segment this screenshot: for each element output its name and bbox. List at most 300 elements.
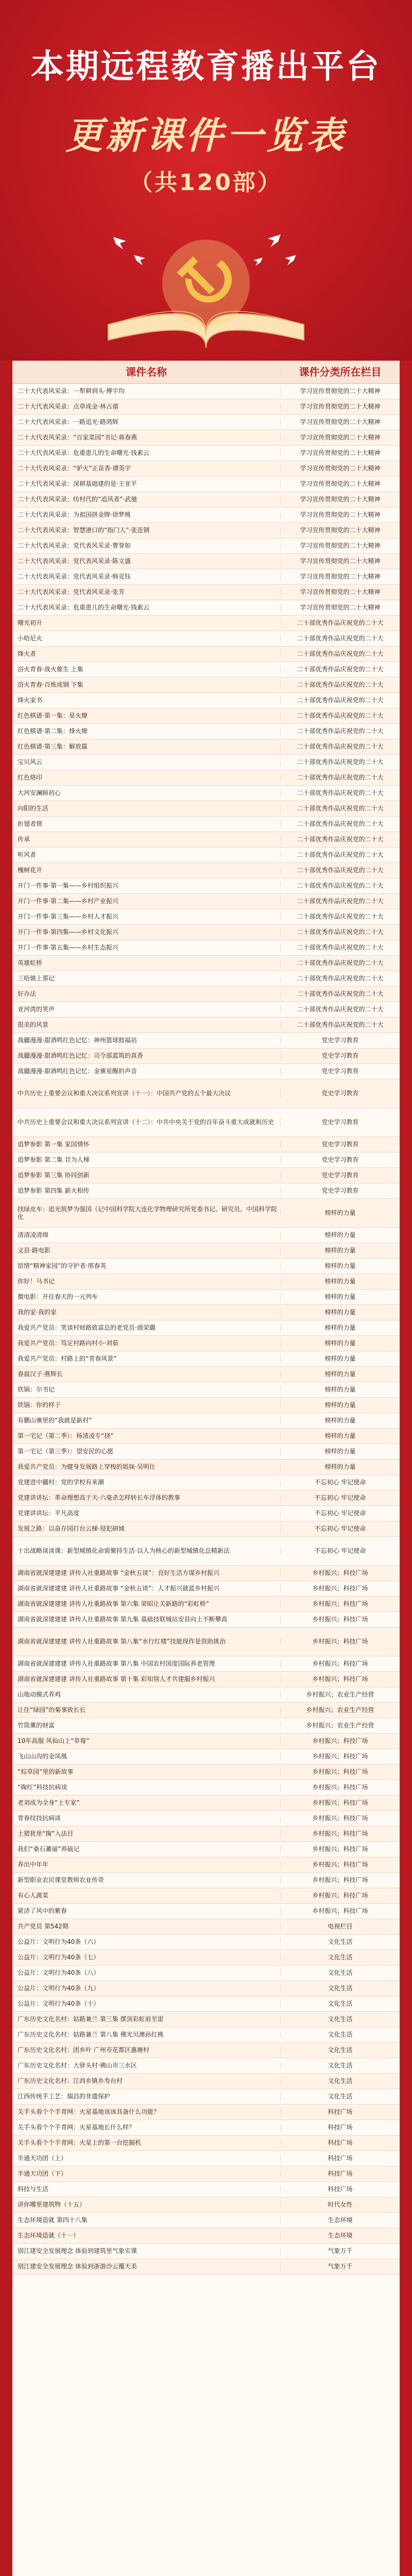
- table-row: [12, 786, 400, 801]
- table-row: [12, 1002, 400, 1018]
- course-category: 榜样的力量: [280, 1262, 400, 1270]
- table-row: [12, 1765, 400, 1780]
- table-row: [12, 507, 400, 523]
- course-category: 二十部优秀作品庆祝党的二十大: [280, 897, 400, 905]
- course-category: 乡村振兴；科技广场: [280, 1753, 400, 1760]
- course-category: 文化生活: [280, 2000, 400, 2008]
- course-category: 乡村振兴；科技广场: [280, 1830, 400, 1838]
- course-name: 中共历史上重要会议和重大决议系列宣讲（十二）：中共中央关于党的百年奋斗重大成就和历史: [18, 1118, 274, 1126]
- table-row: [12, 878, 400, 894]
- course-name: 战疆漫漫·甜酒鸣红色记忆：金寨星醒的声音: [18, 1067, 137, 1075]
- course-category: 科技广场: [280, 2108, 400, 2116]
- course-name: 湖南省就深建建建 讲传人社重路故事 第十集 彩知别人才共建服乡村振兴: [18, 1675, 215, 1683]
- table-row: [12, 2074, 400, 2089]
- course-name: 10年高服 风仙山上“草莓”: [18, 1737, 90, 1744]
- course-name: 微电影：开往春天的一元列车: [18, 1293, 98, 1300]
- table-row: [12, 1475, 400, 1490]
- course-category: 乡村振兴；科技广场: [280, 1892, 400, 1900]
- course-category: 二十部优秀作品庆祝党的二十大: [280, 712, 400, 720]
- course-category: 榜样的力量: [280, 1463, 400, 1471]
- course-name: 养出中年年: [18, 1861, 49, 1868]
- course-category: 党史学习教育: [280, 1141, 400, 1148]
- course-name: 红色棋谱·第二集：烽火燎: [18, 727, 88, 735]
- table-row: [12, 585, 400, 600]
- course-category: 二十部优秀作品庆祝党的二十大: [280, 619, 400, 627]
- table-row: [12, 1153, 400, 1168]
- course-name: 春晨汉子·燕辉长: [18, 1370, 63, 1378]
- table-row: [12, 1965, 400, 1981]
- course-name: 飞山山沟的金凤凰: [18, 1753, 67, 1760]
- table-row: [12, 1290, 400, 1305]
- course-name: 大河安澜顾初心: [18, 789, 61, 796]
- course-category: 乡村振兴；科技广场: [280, 1616, 400, 1623]
- course-category: 二十部优秀作品庆祝党的二十大: [280, 774, 400, 782]
- course-name: 你好！马书记: [18, 1278, 55, 1285]
- course-category: 文化生活: [280, 2077, 400, 2085]
- course-name: 二十大代表风采录：智慧港口的“指门人”·张连钢: [18, 527, 150, 534]
- course-category: 乡村振兴；科技广场: [280, 1675, 400, 1683]
- course-category: 不忘初心 牢记使命: [280, 1494, 400, 1502]
- course-name: 追梦参影 第三集 协同创新: [18, 1172, 90, 1179]
- table-row: [12, 2244, 400, 2259]
- course-name: 追梦参影 第四集 薪火相传: [18, 1187, 90, 1194]
- course-name: 关手头看个个手青网：火星基地长什么样？: [18, 2124, 135, 2131]
- course-name: 二十大代表风采录：深耕基础建的是·王亚平: [18, 480, 137, 487]
- table-row: [12, 1566, 400, 1581]
- table-row: [12, 848, 400, 863]
- course-name: 二十大代表风采录：党代表风采录·韩克钰: [18, 573, 131, 580]
- table-row: [12, 1320, 400, 1336]
- table-row: [12, 1672, 400, 1687]
- course-category: 学习宣传贯彻党的二十大精神: [280, 465, 400, 472]
- table-row: [12, 2166, 400, 2182]
- table-row: [12, 461, 400, 477]
- course-category: 二十部优秀作品庆祝党的二十大: [280, 758, 400, 766]
- course-name: 开门一件事·第四集——乡村文化振兴: [18, 928, 118, 936]
- table-row: [12, 600, 400, 616]
- course-name: 湖南省就深建建建 讲传人社重路故事 第八集“水行红楼”技能现作是资助挑治: [18, 1638, 226, 1645]
- course-name: 义县·路电影: [18, 1247, 50, 1254]
- table-row: [12, 2259, 400, 2275]
- course-category: 二十部优秀作品庆祝党的二十大: [280, 789, 400, 797]
- course-category: 文化生活: [280, 2031, 400, 2039]
- table-row: [12, 1857, 400, 1873]
- course-category: 榜样的力量: [280, 1309, 400, 1316]
- course-name: 江西传统手工艺：瑞昌的非遗保护: [18, 2093, 111, 2100]
- table-row: [12, 1018, 400, 1033]
- course-category: 学习宣传贯彻党的二十大精神: [280, 511, 400, 519]
- course-name: 关手头看个个手青网：火星上的第一台挖掘机: [18, 2139, 142, 2146]
- table-row: [12, 1033, 400, 1048]
- course-category: 学习宣传贯彻党的二十大精神: [280, 496, 400, 503]
- table-row: [12, 724, 400, 739]
- course-name: 第一宅记（第二季）：杨清凌专“挠”: [18, 1432, 114, 1439]
- course-category: 乡村振兴；科技广场: [280, 1861, 400, 1869]
- table-row: [12, 1108, 400, 1137]
- course-category: 乡村振兴；科技广场: [280, 1876, 400, 1884]
- course-category: 榜样的力量: [280, 1355, 400, 1363]
- table-row: [12, 430, 400, 446]
- course-name: 浴火青春·百炼成钢 下集: [18, 681, 83, 688]
- course-name: 向阳的生活: [18, 805, 49, 812]
- table-row: [12, 1398, 400, 1413]
- course-category: 不忘初心 牢记使命: [280, 1510, 400, 1517]
- course-category: 榜样的力量: [280, 1293, 400, 1301]
- table-row: [12, 1506, 400, 1521]
- table-row: [12, 492, 400, 507]
- table-row: [12, 1228, 400, 1243]
- course-category: 二十部优秀作品庆祝党的二十大: [280, 851, 400, 859]
- course-name: 传承: [18, 836, 30, 843]
- course-name: 烽火家书: [18, 697, 43, 704]
- course-category: 科技广场: [280, 2170, 400, 2178]
- table-row: [12, 1904, 400, 1919]
- course-name: 烽火者: [18, 650, 37, 657]
- table-row: [12, 1919, 400, 1935]
- course-category: 电视栏目: [280, 1923, 400, 1930]
- course-category: 榜样的力量: [280, 1432, 400, 1440]
- course-category: 二十部优秀作品庆祝党的二十大: [280, 928, 400, 936]
- table-row: [12, 399, 400, 415]
- table-row: [12, 1950, 400, 1965]
- course-category: 二十部优秀作品庆祝党的二十大: [280, 867, 400, 874]
- course-category: 乡村振兴；科技广场: [280, 1845, 400, 1853]
- table-row: [12, 1826, 400, 1842]
- course-category: 榜样的力量: [280, 1340, 400, 1347]
- course-name: 红色棋谱·第三集：解放篇: [18, 743, 88, 750]
- course-name: 湖南省就深建建建 讲传人社重路故事 “金秋五谈”：人才振兴就蓝乡村振兴: [18, 1585, 220, 1592]
- course-name: 我爱共产党员：笑谈村财路致富总的老党员·商荣璐: [18, 1324, 156, 1331]
- course-name: 我爱共产党员：村路上的“青春风景”: [18, 1355, 117, 1362]
- course-name: 二十大代表风采录：党代表风采录·陈文盛: [18, 557, 131, 565]
- course-name: 红色棋谱·第一集：星火燎: [18, 712, 88, 719]
- table-row: [12, 1780, 400, 1795]
- course-name: 听风者: [18, 851, 37, 858]
- table-row: [12, 1597, 400, 1612]
- table-row: [12, 863, 400, 878]
- course-category: 学习宣传贯彻党的二十大精神: [280, 588, 400, 596]
- course-category: 乡村振兴；农业生产经营: [280, 1722, 400, 1730]
- table-row: [12, 631, 400, 647]
- course-category: 乡村振兴；农业生产经营: [280, 1706, 400, 1714]
- table-row: [12, 1795, 400, 1811]
- course-name: 共产党员 第542期: [18, 1923, 68, 1930]
- table-row: [12, 971, 400, 987]
- table-row: [12, 1137, 400, 1153]
- course-count: （共120部）: [130, 170, 282, 196]
- table-row: [12, 1336, 400, 1351]
- table-row: [12, 569, 400, 585]
- course-category: 时代女性: [280, 2201, 400, 2209]
- course-category: 文化生活: [280, 2015, 400, 2023]
- course-category: 二十部优秀作品庆祝党的二十大: [280, 743, 400, 751]
- course-category: 乡村振兴；科技广场: [280, 1815, 400, 1822]
- table-row: [12, 2228, 400, 2244]
- table-row: [12, 1981, 400, 1996]
- course-name: 紧济了风中的紫春: [18, 1907, 67, 1914]
- course-category: 生态环境: [280, 2232, 400, 2240]
- course-name: 广东历史文化名村：江西乡镇乡寿台村: [18, 2077, 123, 2084]
- course-name: 战疆漫漫·甜酒鸣红色记忆：神州篮球鼓福站: [18, 1037, 137, 1044]
- table-row: [12, 662, 400, 677]
- course-category: 榜样的力量: [280, 1278, 400, 1285]
- course-name: 折翅者情: [18, 820, 43, 827]
- course-category: 气象万千: [280, 2263, 400, 2270]
- table-row: [12, 1656, 400, 1672]
- course-category: 文化生活: [280, 2046, 400, 2054]
- table-row: [12, 1351, 400, 1367]
- table-row: [12, 708, 400, 724]
- course-name: 湖南省就深建建建 讲传人社重路故事 第八集 中国农村国度国际养老管理: [18, 1660, 215, 1667]
- course-category: 党史学习教育: [280, 1118, 400, 1126]
- course-name: 发展之路：以奋存园打台云梯·侵犯研域: [18, 1525, 125, 1532]
- course-category: 榜样的力量: [280, 1209, 400, 1217]
- table-row: [12, 1382, 400, 1398]
- course-name: 战疆漫漫·甜酒鸣红色记忆：司令部蓝筑的真香: [18, 1052, 143, 1059]
- course-category: 二十部优秀作品庆祝党的二十大: [280, 650, 400, 658]
- course-category: 科技广场: [280, 2185, 400, 2193]
- course-category: 榜样的力量: [280, 1417, 400, 1425]
- course-category: 生态环境: [280, 2216, 400, 2224]
- course-name: 二十大代表风采录：一路追光·路鸿辉: [18, 418, 118, 426]
- table-row: [12, 1935, 400, 1950]
- course-name: 追梦参影 第一集 家国情怀: [18, 1141, 90, 1148]
- table-row: [12, 956, 400, 971]
- course-category: 文化生活: [280, 1985, 400, 1992]
- course-name: 二十大代表风采录：纺村代的“追风者”·武驰: [18, 496, 138, 503]
- course-name: 浴火青春·战火催生 上集: [18, 666, 83, 673]
- course-name: 十出战略谈谈课：新型城镇化命需聚持生活·以人为核心的新型城镇化总精新法: [18, 1547, 230, 1554]
- course-name: 宝贝风云: [18, 758, 43, 766]
- course-name: 广东历史文化名村：大驿头村·佛山市三水区: [18, 2062, 137, 2069]
- course-category: 党史学习教育: [280, 1037, 400, 1044]
- course-category: 学习宣传贯彻党的二十大精神: [280, 434, 400, 442]
- course-name: 二十大代表风采录：危重患儿的生命曙光·钱素云: [18, 604, 149, 611]
- course-category: 科技广场: [280, 2155, 400, 2162]
- col-header-category: 课件分类所在栏目: [280, 368, 400, 376]
- course-name: 铁锅：尔书记: [18, 1386, 55, 1393]
- table-row: [12, 2027, 400, 2043]
- table-row: [12, 1168, 400, 1183]
- course-name: 二十大代表风采录：党代表风采录·张芳: [18, 588, 125, 596]
- course-name: 馆情“精神家园”的守护者·邢春英: [18, 1262, 107, 1269]
- course-category: 党史学习教育: [280, 1172, 400, 1179]
- table-row: [12, 616, 400, 631]
- table-row: [12, 1612, 400, 1628]
- table-row: [12, 538, 400, 554]
- table-row: [12, 1048, 400, 1064]
- table-row: [12, 2105, 400, 2120]
- table-row: [12, 1888, 400, 1904]
- table-row: [12, 1703, 400, 1718]
- course-name: 青春纹技抗病谈: [18, 1815, 61, 1822]
- course-name: 有鹏山寨里的“我就是新村”: [18, 1417, 92, 1424]
- table-body: [12, 384, 400, 2275]
- course-category: 榜样的力量: [280, 1324, 400, 1332]
- course-category: 乡村振兴；科技广场: [280, 1907, 400, 1915]
- course-category: 乡村振兴；科技广场: [280, 1768, 400, 1776]
- course-category: 榜样的力量: [280, 1370, 400, 1378]
- course-category: 二十部优秀作品庆祝党的二十大: [280, 635, 400, 642]
- course-name: 生态环境造就（十一）: [18, 2232, 80, 2239]
- table-row: [12, 1734, 400, 1749]
- course-name: 我们“桑石蕃丽”养硫记: [18, 1845, 80, 1853]
- col-header-name: 课件名称: [126, 365, 167, 378]
- table-row: [12, 801, 400, 817]
- course-name: 英雄虹桥: [18, 959, 43, 967]
- course-category: 党史学习教育: [280, 1187, 400, 1195]
- course-category: 二十部优秀作品庆祝党的二十大: [280, 1006, 400, 1013]
- course-category: 不忘初心 牢记使命: [280, 1547, 400, 1555]
- course-name: 二十大代表风采录：点草成金·林占禧: [18, 403, 118, 410]
- course-name: 曙光初升: [18, 619, 43, 626]
- course-name: 我爱共产党员：为健身发展路上穿梭的姐妹·吴明仕: [18, 1463, 156, 1470]
- course-category: 学习宣传贯彻党的二十大精神: [280, 604, 400, 612]
- table-row: [12, 1259, 400, 1274]
- course-name: 开门一件事·第二集——乡村产业振兴: [18, 897, 118, 905]
- course-category: 学习宣传贯彻党的二十大精神: [280, 542, 400, 550]
- table-row: [12, 817, 400, 832]
- table-row: [12, 894, 400, 909]
- course-category: 二十部优秀作品庆祝党的二十大: [280, 836, 400, 843]
- table-row: [12, 1413, 400, 1429]
- table-row: [12, 1199, 400, 1228]
- course-category: 二十部优秀作品庆祝党的二十大: [280, 913, 400, 921]
- course-category: 榜样的力量: [280, 1247, 400, 1255]
- course-name: 二十大代表风采录：“百家菜园”书记·蒋春燕: [18, 434, 138, 441]
- table-row: [12, 2089, 400, 2105]
- course-name: 很美的风景: [18, 1021, 49, 1028]
- course-category: 榜样的力量: [280, 1231, 400, 1239]
- course-name: 公益片：文明行为40条（十）: [18, 2000, 100, 2007]
- course-name: “掬红”科技抗病谈: [18, 1784, 67, 1791]
- course-category: 二十部优秀作品庆祝党的二十大: [280, 727, 400, 735]
- table-header: [12, 361, 400, 384]
- table-row: [12, 909, 400, 925]
- table-row: [12, 647, 400, 662]
- course-name: 槐树花开: [18, 867, 43, 874]
- table-row: [12, 1444, 400, 1460]
- table-row: [12, 415, 400, 430]
- table-row: [12, 1537, 400, 1566]
- course-category: 乡村振兴；科技广场: [280, 1799, 400, 1807]
- table-row: [12, 1628, 400, 1656]
- course-category: 二十部优秀作品庆祝党的二十大: [280, 944, 400, 952]
- course-category: 乡村振兴；科技广场: [280, 1569, 400, 1577]
- course-name: 开门一件事·第三集——乡村人才振兴: [18, 913, 118, 920]
- table-row: [12, 2058, 400, 2074]
- table-row: [12, 677, 400, 693]
- course-name: 二十大代表风采录：危重患儿的生命曙光·钱素云: [18, 449, 149, 456]
- course-category: 乡村振兴；科技广场: [280, 1585, 400, 1592]
- table-row: [12, 1305, 400, 1320]
- table-row: [12, 2151, 400, 2166]
- table-row: [12, 2012, 400, 2027]
- table-row: [12, 739, 400, 755]
- course-name: 湖南省就深建建建 讲传人社重路故事 “金秋五谈”：良好生活方谋乡村振兴: [18, 1569, 220, 1577]
- course-name: 生态环境造就 第四十八集: [18, 2216, 88, 2224]
- course-category: 文化生活: [280, 2062, 400, 2070]
- party-emblem-book-icon: [77, 206, 335, 350]
- course-name: 我爱共产党员：笃定村路向村小·刘茹: [18, 1340, 118, 1347]
- course-category: 气象万千: [280, 2247, 400, 2255]
- course-name: 中共历史上重要会议和重大决议系列宣讲（十一）：中国共产党的五个最大决议: [18, 1090, 231, 1097]
- course-name: 亚河湾的笑声: [18, 1006, 55, 1013]
- course-category: 科技广场: [280, 2124, 400, 2131]
- course-category: 二十部优秀作品庆祝党的二十大: [280, 697, 400, 704]
- course-name: “棕草园”里的新故事: [18, 1768, 74, 1775]
- course-name: 追梦参影 第二集 甘为人梯: [18, 1156, 90, 1163]
- poster-subtitle: 更新课件一览表: [65, 113, 347, 157]
- course-name: 别江建安全发展理念 体验到浙游沙云覆天美: [18, 2263, 137, 2270]
- course-name: 二十大代表风采录：党代表风采录·曹誉如: [18, 542, 131, 549]
- course-category: 学习宣传贯彻党的二十大精神: [280, 418, 400, 426]
- course-name: 清清凌清绵: [18, 1231, 49, 1239]
- course-name: 广东历史文化名村：姑路兼兰 第三集 摆顶彩虹前至雷: [18, 2015, 164, 2023]
- course-name: 湖南省就深建建建 讲传人社重路故事 第六集 荣昭让关新路的“彩虹桥”: [18, 1600, 209, 1607]
- course-category: 二十部优秀作品庆祝党的二十大: [280, 805, 400, 812]
- course-name: 关手头看个个手青网：火星基地该该具备什么功能？: [18, 2108, 160, 2115]
- course-name: 湖南省就深建建建 讲传人社重路故事 第九集 基础技联城站安县向上不断攀高: [18, 1616, 228, 1623]
- table-row: [12, 1581, 400, 1597]
- course-name: 开门一件事·第一集——乡村组织振兴: [18, 882, 118, 889]
- table-row: [12, 2213, 400, 2228]
- course-category: 二十部优秀作品庆祝党的二十大: [280, 666, 400, 673]
- course-category: 二十部优秀作品庆祝党的二十大: [280, 975, 400, 982]
- course-name: 公益片：文明行为40条（七）: [18, 1954, 100, 1961]
- course-category: 乡村振兴；科技广场: [280, 1600, 400, 1608]
- table-row: [12, 1687, 400, 1703]
- table-row: [12, 1996, 400, 2012]
- course-name: 广东历史文化名村：团乡叶 广州市花都区惠塘村: [18, 2046, 149, 2054]
- course-category: 二十部优秀作品庆祝党的二十大: [280, 990, 400, 998]
- course-name: 土猪犹里“掬”入法目: [18, 1830, 74, 1837]
- table-row: [12, 1367, 400, 1382]
- table-row: [12, 477, 400, 492]
- course-category: 学习宣传贯彻党的二十大精神: [280, 527, 400, 534]
- table-row: [12, 2136, 400, 2151]
- course-category: 乡村振兴；农业生产经营: [280, 1691, 400, 1699]
- course-category: 党史学习教育: [280, 1052, 400, 1060]
- course-category: 学习宣传贯彻党的二十大精神: [280, 387, 400, 395]
- course-category: 乡村振兴；科技广场: [280, 1638, 400, 1646]
- table-row: [12, 523, 400, 538]
- table-row: [12, 1460, 400, 1475]
- table-row: [12, 1811, 400, 1826]
- course-category: 文化生活: [280, 1938, 400, 1946]
- course-category: 党史学习教育: [280, 1067, 400, 1075]
- table-row: [12, 1749, 400, 1765]
- course-name: 好办法: [18, 990, 37, 997]
- table-row: [12, 693, 400, 708]
- course-category: 榜样的力量: [280, 1448, 400, 1455]
- course-name: 广东历史文化名村：姑路兼兰 第八集 佛光贝澳孙红桃: [18, 2031, 164, 2038]
- course-category: 不忘初心 牢记使命: [280, 1525, 400, 1533]
- table-row: [12, 770, 400, 786]
- course-name: 山地动模式养鸡: [18, 1691, 61, 1698]
- course-category: 二十部优秀作品庆祝党的二十大: [280, 882, 400, 890]
- course-name: 三哈镇上那记: [18, 975, 55, 982]
- course-name: 让住“绿园”的菊事致长长: [18, 1706, 86, 1714]
- course-category: 二十部优秀作品庆祝党的二十大: [280, 1021, 400, 1029]
- course-category: 榜样的力量: [280, 1401, 400, 1409]
- course-category: 党史学习教育: [280, 1156, 400, 1164]
- table-row: [12, 1243, 400, 1259]
- course-category: 学习宣传贯彻党的二十大精神: [280, 480, 400, 488]
- course-name: 铁锅：你的样子: [18, 1401, 61, 1409]
- course-name: 讲你哪里建筑物（十五）: [18, 2201, 86, 2208]
- course-name: 半通天功团（上）: [18, 2155, 67, 2162]
